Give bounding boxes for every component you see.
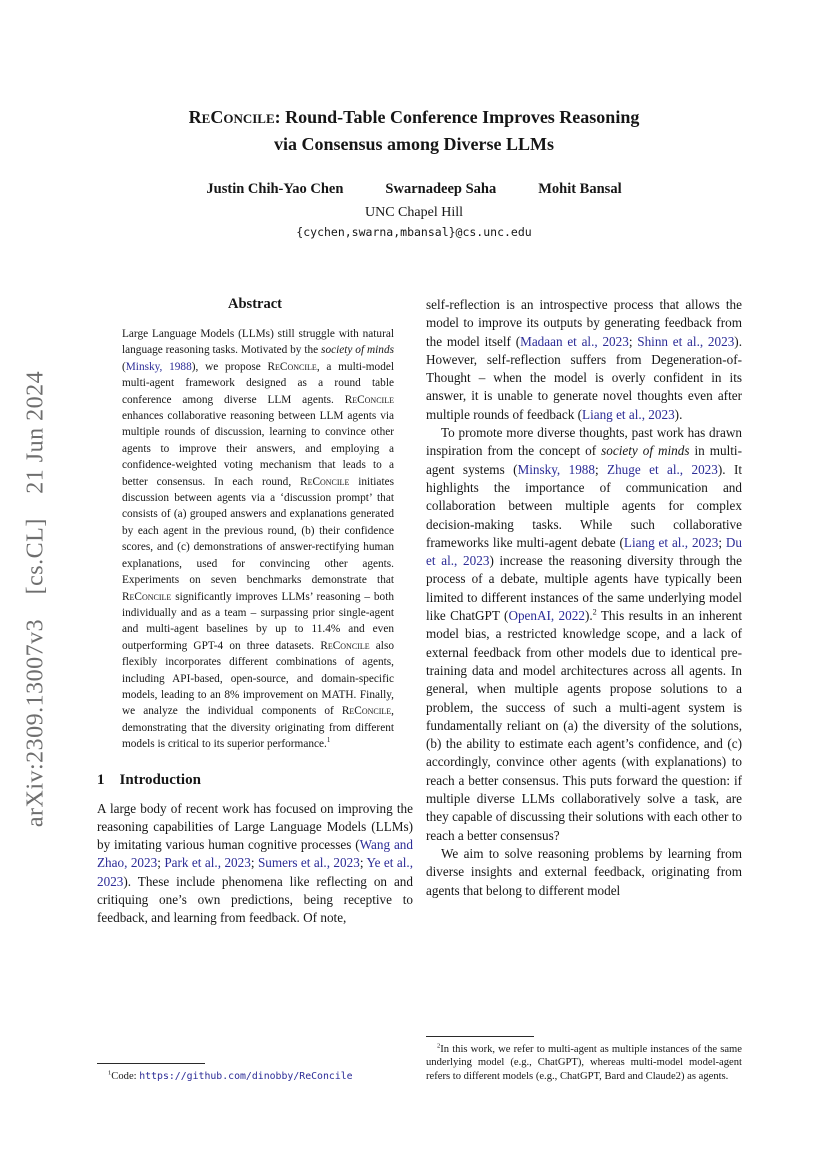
text-segment: ReConcile xyxy=(122,590,172,603)
citation-link[interactable]: Madaan et al., 2023 xyxy=(520,333,629,349)
citation-link[interactable]: Minsky, 1988 xyxy=(125,360,192,373)
citation-link[interactable]: Wang and Zhao, 2023 xyxy=(97,837,413,871)
abstract-heading: Abstract xyxy=(228,296,282,312)
citation-link[interactable]: Sumers et al., 2023 xyxy=(257,855,360,871)
section-title: Introduction xyxy=(119,771,201,788)
text-segment: ReConcile: xyxy=(188,107,281,127)
text-segment: A large body of recent work has focused on improving the reasoning capabilities of Large Language Models (LLMs) by imitating various human cognitive processes ( xyxy=(97,800,413,853)
text-segment: enhances collaborative reasoning between LLM agents via multiple rounds of discussion, learning to convince other agents to improve their answers, and employing a confidence-weighted voting mechanism that leads to a better consensus. In each round, xyxy=(122,410,394,488)
text-segment: self-reflection is an introspective process that allows the model to improve its outputs by generating feedback from the model itself ( xyxy=(426,297,742,349)
text-segment: Large Language Models (LLMs) still struggle with natural language reasoning tasks. Motivated by the xyxy=(122,328,394,357)
body-paragraph xyxy=(426,296,742,424)
text-segment: ), we propose xyxy=(191,360,268,373)
text-segment: ) increase the reasoning diversity through the process of a debate, multiple agents have typically been limited to different instances of the same underlying model like ChatGPT ( xyxy=(426,553,742,624)
text-segment: ). These include phenomena like reflecting on and critiquing one’s own predictions, being receptive to feedback, and learning from feedback. Of note, xyxy=(97,873,413,926)
text-segment: This results in an inherent model bias, a restricted knowledge scope, and a lack of external feedback from other models due to identical pre-training data and model architectures across all agents. In general, when multiple agents propose solutions to a problem, the success of such a multi-agent system is fundamentally reliant on (a) the diversity of the solutions, (b) the ability to estimate each agent’s confidence, and (c) accordingly, convince other agents (with explanations) to reach a better consensus. This puts forward the question: if multiple diverse LLMs collaboratively solve a task, are they capable of discussing their solutions with each other to reach a better consensus? xyxy=(426,608,742,843)
left-column xyxy=(97,296,413,1084)
arxiv-watermark: arXiv:2309.13007v3 [cs.CL] 21 Jun 2024 xyxy=(22,370,49,828)
footnote-marker: 2 xyxy=(592,607,597,617)
text-segment: ). However, self-reflection suffers from Degeneration-of-Thought – when the model is overly confident in its answer, it is unable to generate novel thoughts even after multiple rounds of feedback ( xyxy=(426,333,742,422)
author-list xyxy=(0,181,828,198)
two-column-body xyxy=(97,296,743,1084)
section-heading-introduction xyxy=(97,772,413,789)
text-segment: ; xyxy=(594,461,608,477)
affiliation: UNC Chapel Hill xyxy=(365,205,463,220)
paper-title-line-2 xyxy=(0,131,828,158)
footnote-1 xyxy=(97,1070,413,1084)
author-name: Swarnadeep Saha xyxy=(385,181,497,197)
footnote-block-left xyxy=(97,1063,413,1084)
citation-link[interactable]: Park et al., 2023 xyxy=(164,855,251,871)
text-segment: Round-Table Conference Improves Reasoning xyxy=(280,107,640,127)
citation-link[interactable]: OpenAI, 2022 xyxy=(508,608,585,624)
author-name: Mohit Bansal xyxy=(538,181,622,197)
text-segment: , a multi-model multi-agent framework designed as a round table conference among diverse LLM agents. xyxy=(122,360,394,406)
text-segment: ). xyxy=(584,608,593,624)
url-link[interactable]: https://github.com/dinobby/ReConcile xyxy=(139,1071,353,1083)
text-segment: ; xyxy=(157,855,165,871)
text-segment: ReConcile xyxy=(300,475,350,488)
footnote-marker: 2 xyxy=(437,1042,441,1050)
text-segment: in multi-agent systems ( xyxy=(426,443,742,477)
text-segment: ). xyxy=(674,406,683,422)
footnote-block-right xyxy=(426,1036,742,1084)
text-segment: significantly improves LLMs’ reasoning – both individually and as a team – surpassing prior single-agent and multi-agent baselines by up to 11.4% and even outperforming GPT-4 on three datasets. xyxy=(122,590,394,652)
text-segment: In this work, we refer to multi-agent as multiple instances of the same underlying model (e.g., ChatGPT), whereas multi-model model-agent refers to different models (e.g., ChatGPT, Bard and Claude2) as agents. xyxy=(426,1043,742,1083)
citation-link[interactable]: Ye et al., 2023 xyxy=(97,855,413,889)
text-segment: Code: xyxy=(111,1071,140,1083)
email-address: {cychen,swarna,mbansal}@cs.unc.edu xyxy=(296,225,532,239)
text-segment: ; xyxy=(718,534,726,550)
text-segment: ( xyxy=(122,360,126,373)
section-number: 1 xyxy=(97,771,105,788)
text-segment: ReConcile xyxy=(341,705,392,718)
text-segment: ; xyxy=(250,855,258,871)
footnote-marker: 1 xyxy=(108,1069,112,1077)
footnote-2 xyxy=(426,1043,742,1084)
text-segment: also flexibly incorporates different combinations of agents, including API-based, open-source, and domain-specific models, leading to an 8% improvement on MATH. Finally, we analyze the individual components of xyxy=(122,639,394,718)
citation-link[interactable]: Liang et al., 2023 xyxy=(623,534,719,550)
text-segment: To promote more diverse thoughts, past work has drawn inspiration from the concept of xyxy=(426,425,742,459)
paper-header xyxy=(0,0,828,239)
footnote-divider xyxy=(426,1036,534,1037)
abstract-text xyxy=(97,326,413,753)
footnote-divider xyxy=(97,1063,205,1064)
text-segment: initiates discussion between agents via a ‘discussion prompt’ that consists of (a) grouped answers and explanations generated by each agent in the previous round, (b) their confidence scores, and (c) demonstrations of answer-rectifying human explanations, used for convincing other agents. Experiments on seven benchmarks demonstrate that xyxy=(122,475,394,587)
citation-link[interactable]: Du et al., 2023 xyxy=(426,534,743,569)
text-segment: ReConcile xyxy=(320,639,370,652)
text-segment: ReConcile xyxy=(344,393,394,406)
right-column xyxy=(426,296,742,1084)
citation-link[interactable]: Shinn et al., 2023 xyxy=(637,333,735,349)
citation-link[interactable]: Zhuge et al., 2023 xyxy=(607,461,718,477)
text-segment: society of minds xyxy=(601,443,690,459)
text-segment: via Consensus among Diverse LLMs xyxy=(273,134,555,154)
text-segment: We aim to solve reasoning problems by learning from diverse insights and external feedback, originating from agents that belong to different model xyxy=(426,845,742,898)
text-segment: ; xyxy=(628,333,638,349)
body-paragraph xyxy=(426,845,742,900)
intro-paragraph xyxy=(97,800,413,928)
citation-link[interactable]: Minsky, 1988 xyxy=(517,461,595,477)
text-segment: ; xyxy=(359,855,367,871)
paper-title-line-1 xyxy=(0,104,828,131)
text-segment: ). It highlights the importance of communication and collaboration between multiple agents for complex decision-making tasks. While such collaborative frameworks like multi-agent debate ( xyxy=(426,461,742,550)
text-segment: society of minds xyxy=(321,344,394,357)
paper-title xyxy=(0,104,828,158)
text-segment: ReConcile xyxy=(267,360,317,373)
author-name: Justin Chih-Yao Chen xyxy=(206,181,344,197)
footnote-marker: 1 xyxy=(326,736,331,745)
text-segment: , demonstrating that the diversity originating from different models is critical to its superior performance. xyxy=(122,705,394,751)
citation-link[interactable]: Liang et al., 2023 xyxy=(582,406,675,422)
body-paragraph xyxy=(426,424,742,845)
